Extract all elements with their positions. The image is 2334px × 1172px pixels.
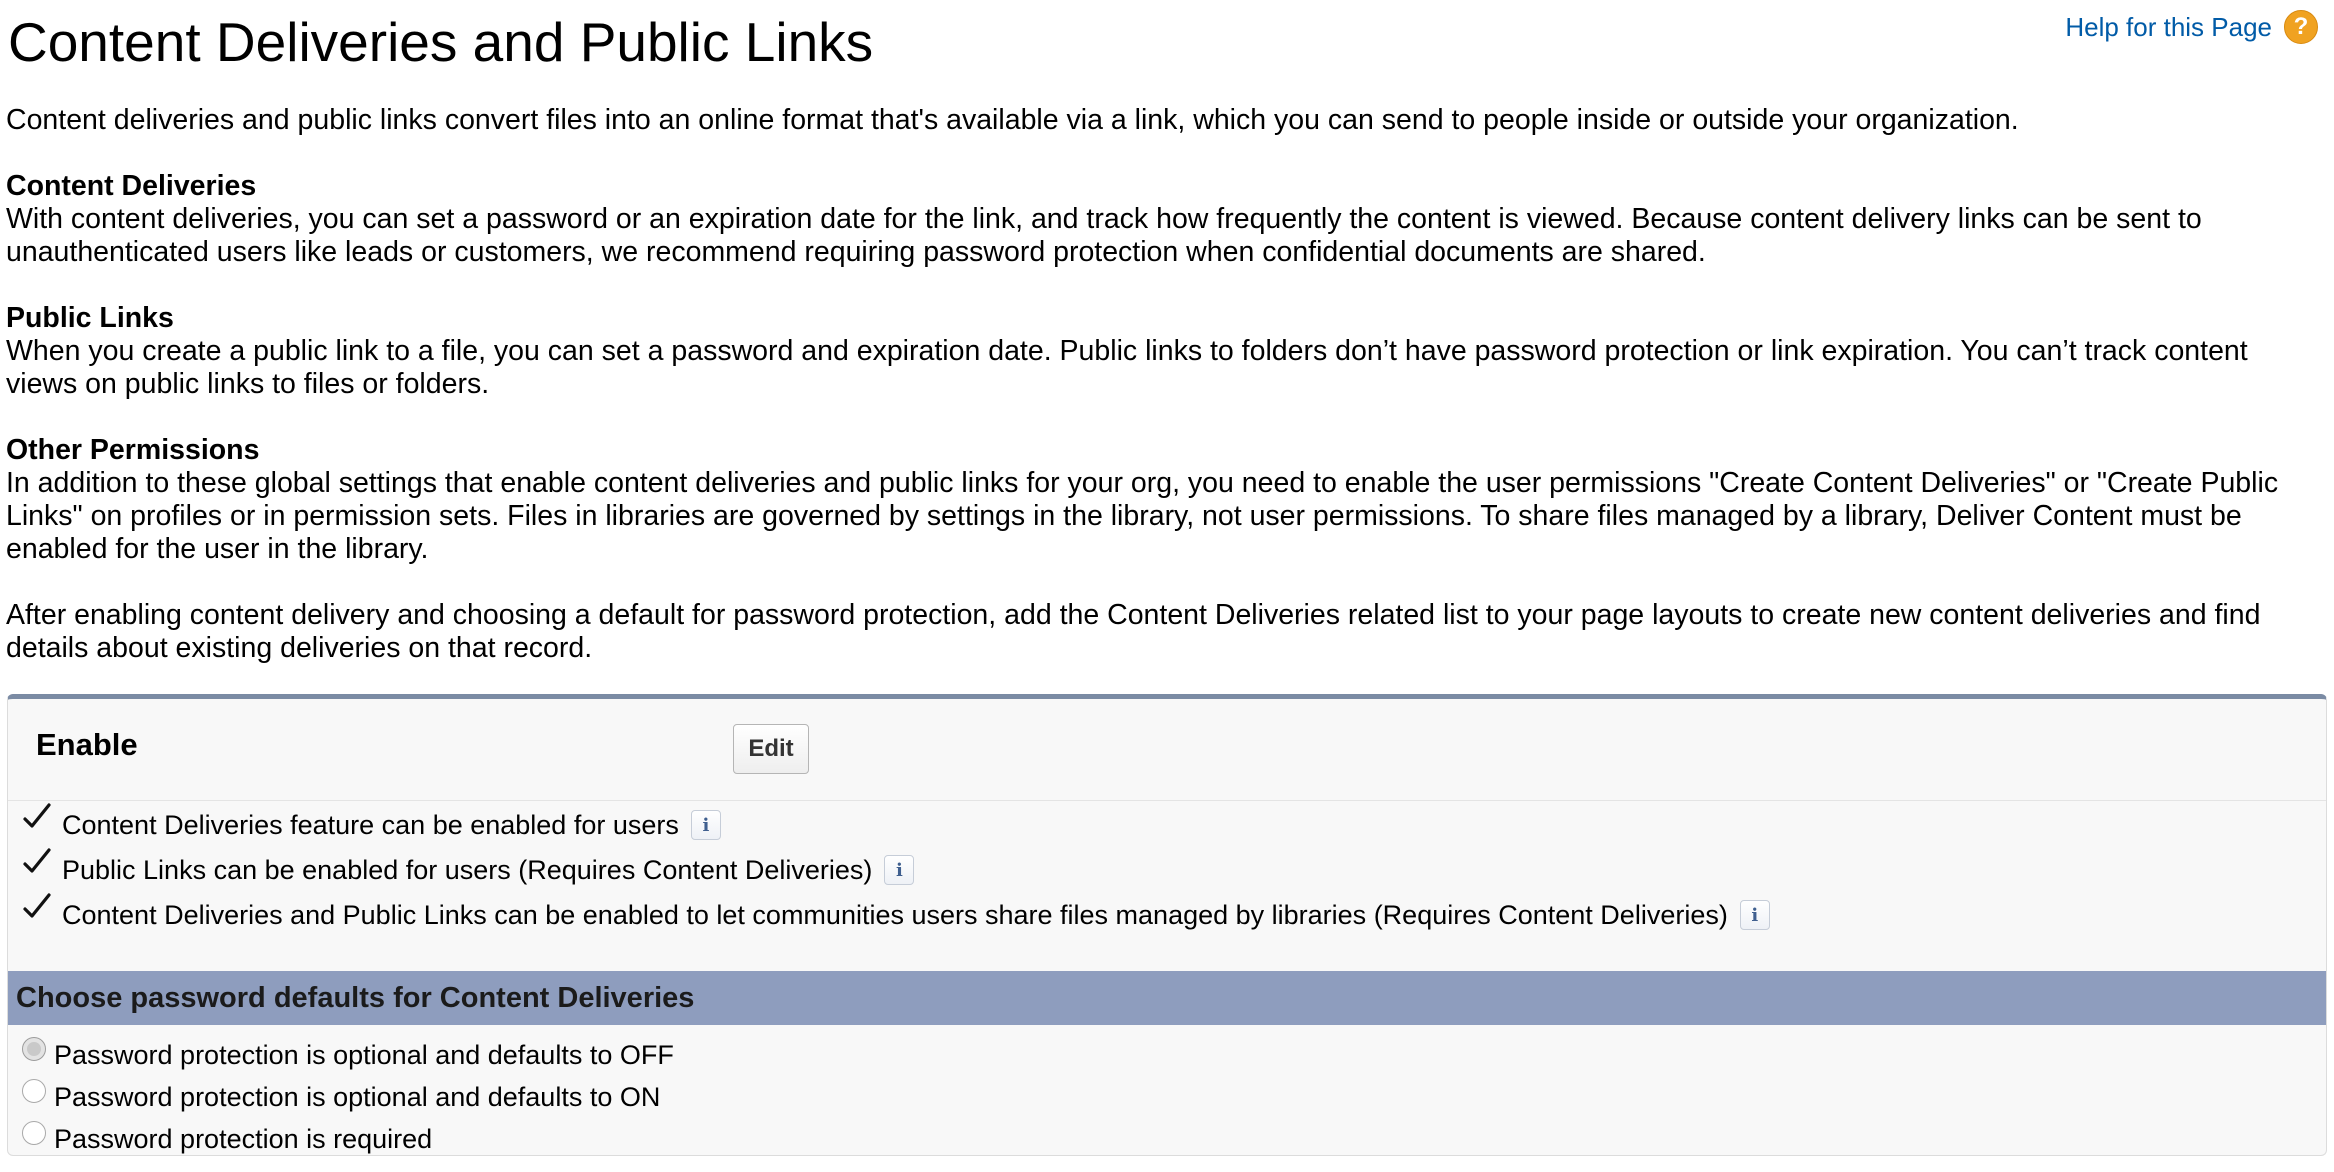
enable-option-communities-libraries xyxy=(22,895,1770,935)
public-links-section xyxy=(6,302,2326,401)
edit-button[interactable]: Edit xyxy=(733,724,809,774)
radio-button[interactable] xyxy=(22,1121,46,1145)
enable-panel-header xyxy=(8,699,2326,801)
enable-panel xyxy=(7,694,2327,1156)
enable-option-label: Public Links can be enabled for users (Requires Content Deliveries) xyxy=(62,854,873,885)
help-for-this-page-link[interactable]: Help for this Page xyxy=(2065,11,2272,42)
other-permissions-heading: Other Permissions xyxy=(6,434,260,466)
content-deliveries-text: With content deliveries, you can set a password or an expiration date for the link, and track how frequently the content is viewed. Because content delivery links can be sent to unauthenticated users like leads or customers, we recommend requiring password protection when confidential documents are shared. xyxy=(6,203,2202,268)
public-links-heading: Public Links xyxy=(6,302,174,334)
checkmark-icon xyxy=(22,898,54,932)
intro-text xyxy=(6,104,2326,698)
help-area xyxy=(2065,10,2318,44)
intro-summary: Content deliveries and public links convert files into an online format that's available via a link, which you can send to people inside or outside your organization. xyxy=(6,104,2019,136)
password-option-optional-off xyxy=(22,1035,674,1075)
enable-panel-title: Enable xyxy=(36,727,138,762)
other-permissions-section xyxy=(6,434,2326,566)
public-links-text: When you create a public link to a file, you can set a password and expiration date. Public links to folders don’t have password protection or link expiration. You can’t track content views on public links to files or folders. xyxy=(6,335,2248,400)
password-defaults-section-header xyxy=(8,971,2326,1025)
content-deliveries-heading: Content Deliveries xyxy=(6,170,257,202)
password-option-required xyxy=(22,1119,432,1159)
password-option-optional-on xyxy=(22,1077,660,1117)
checkmark-icon xyxy=(22,853,54,887)
enable-option-label: Content Deliveries and Public Links can be enabled to let communities users share files managed by libraries (Requires Content Deliveries) xyxy=(62,899,1728,930)
page-title: Content Deliveries and Public Links xyxy=(8,11,874,73)
radio-button-selected[interactable] xyxy=(22,1037,46,1061)
content-deliveries-section xyxy=(6,170,2326,269)
password-option-label: Password protection is optional and defaults to ON xyxy=(54,1081,661,1112)
radio-button[interactable] xyxy=(22,1079,46,1103)
password-option-label: Password protection is required xyxy=(54,1123,433,1154)
checkmark-icon xyxy=(22,808,54,842)
enable-option-public-links xyxy=(22,850,914,890)
other-permissions-text: In addition to these global settings that enable content deliveries and public links for your org, you need to enable the user permissions "Create Content Deliveries" or "Create Public Links" on profiles or in permission sets. Files in libraries are governed by settings in the library, not user permissions. To share files managed by a library, Deliver Content must be enabled for the user in the library. xyxy=(6,467,2279,565)
info-icon[interactable]: i xyxy=(691,810,721,840)
password-defaults-section-title: Choose password defaults for Content Deliveries xyxy=(16,981,695,1014)
password-option-label: Password protection is optional and defaults to OFF xyxy=(54,1039,674,1070)
question-mark-icon[interactable]: ? xyxy=(2284,10,2318,44)
info-icon[interactable]: i xyxy=(884,855,914,885)
info-icon[interactable]: i xyxy=(1740,900,1770,930)
enable-option-content-deliveries xyxy=(22,805,721,845)
enable-option-label: Content Deliveries feature can be enabled for users xyxy=(62,809,679,840)
after-enabling-text: After enabling content delivery and choosing a default for password protection, add the Content Deliveries related list to your page layouts to create new content deliveries and find details about existing deliveries on that record. xyxy=(6,599,2261,664)
